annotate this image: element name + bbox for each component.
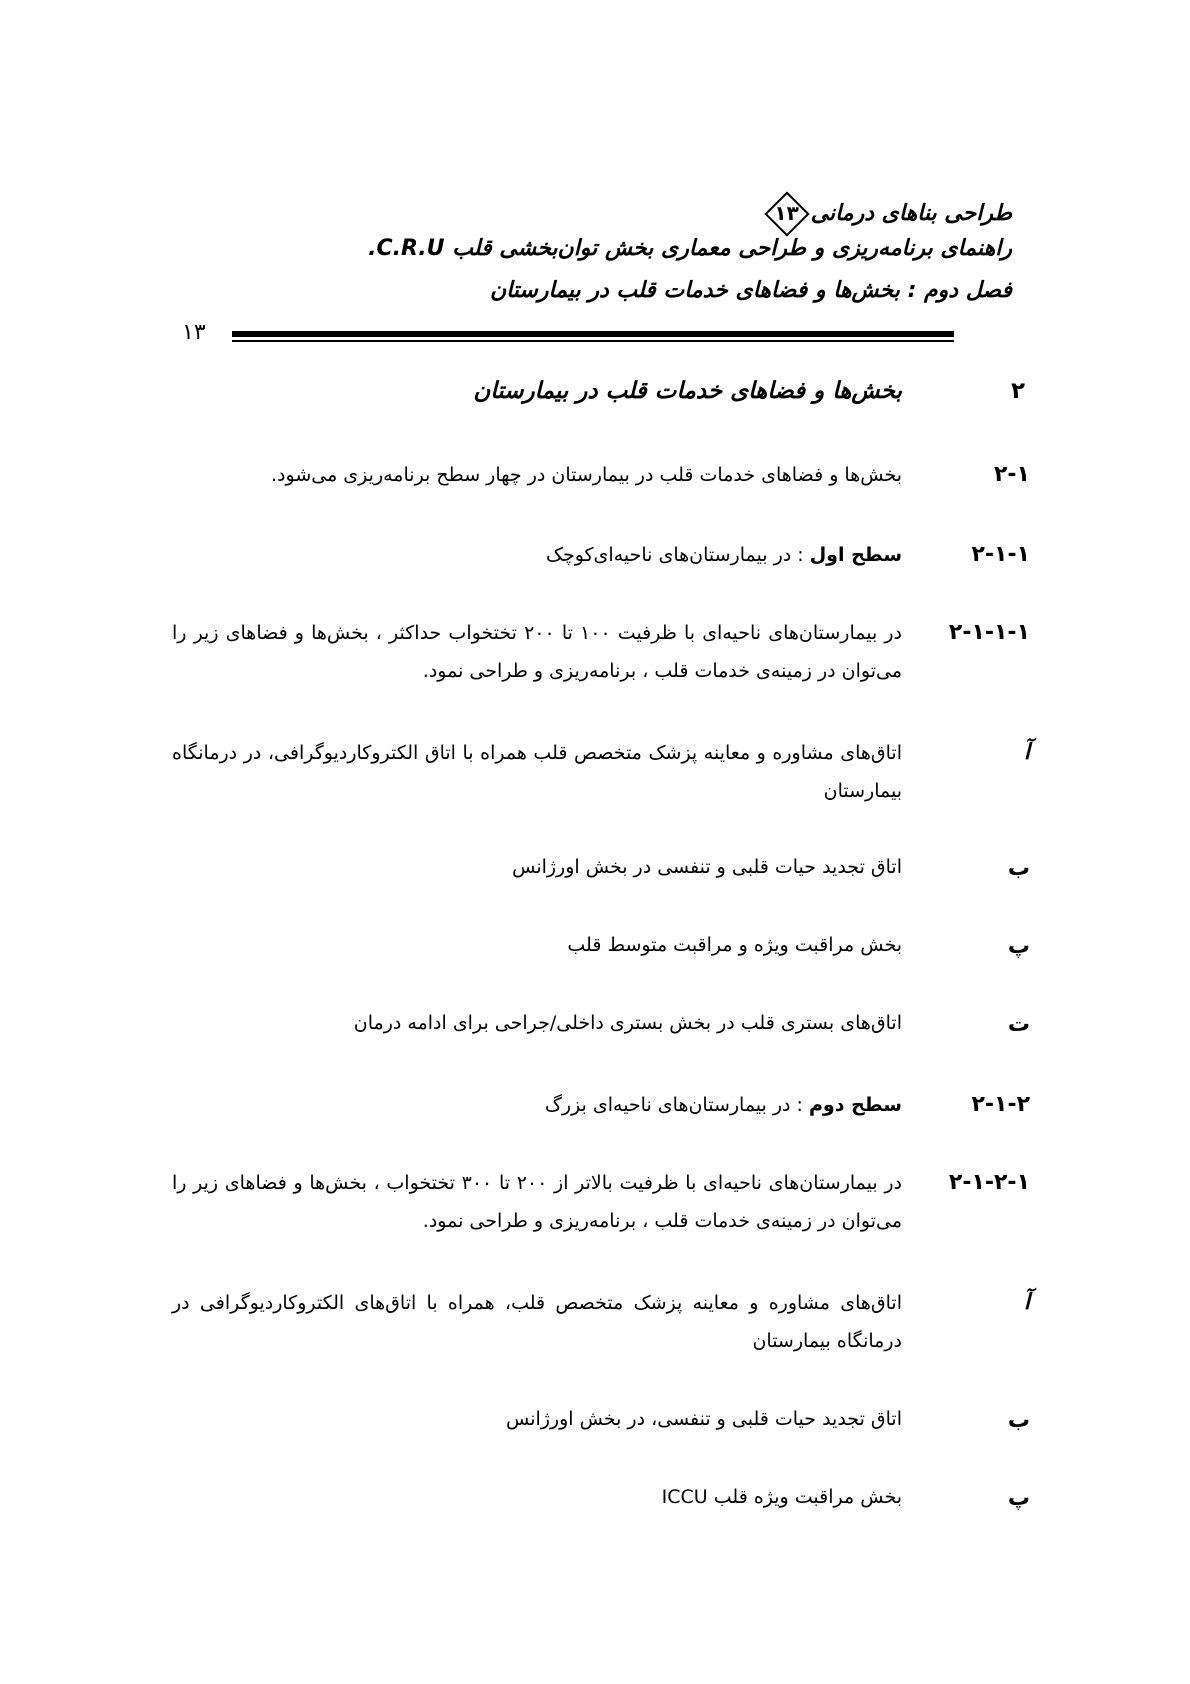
chapter-badge xyxy=(763,190,811,238)
item-letter: ت xyxy=(1007,1012,1030,1037)
header-divider-thin xyxy=(232,340,954,342)
item-number: ۲-۱-۱-۱ xyxy=(948,620,1030,645)
item-text: بخش‌ها و فضاهای خدمات قلب در بیمارستان در چهار سطح برنامه‌ریزی می‌شود. xyxy=(271,464,902,486)
item-text: بخش مراقبت ویژه و مراقبت متوسط قلب xyxy=(567,934,902,956)
item-letter: آ xyxy=(1023,740,1030,765)
item-text xyxy=(546,544,902,566)
item-paragraph: اتاق‌های مشاوره و معاینه پزشک متخصص قلب، همراه با اتاق‌های الکتروکاردیوگرافی در درمانگاه بیمارستان xyxy=(172,1292,902,1352)
item-paragraph: اتاق‌های مشاوره و معاینه پزشک متخصص قلب همراه با اتاق الکتروکاردیوگرافی، در درمانگاه بیمارستان xyxy=(172,742,902,802)
item-letter: آ xyxy=(1023,1290,1030,1315)
item-letter: پ xyxy=(1007,934,1030,959)
page-number: ۱۳ xyxy=(182,320,206,345)
chapter-number: ۲ xyxy=(1010,378,1025,404)
level-description: : در بیمارستان‌های ناحیه‌ای‌کوچک xyxy=(545,544,810,566)
item-text: بخش مراقبت ویژه قلب ICCU xyxy=(661,1486,902,1508)
header-line-2: راهنمای برنامه‌ریزی و طراحی معماری بخش توان‌بخشی قلب C.R.U. xyxy=(368,236,1012,261)
level-description: : در بیمارستان‌های ناحیه‌ای بزرگ xyxy=(544,1094,809,1116)
header-line-3: فصل دوم : بخش‌ها و فضاهای خدمات قلب در بیمارستان xyxy=(489,278,1012,303)
item-number: ۲-۱-۱ xyxy=(971,542,1030,567)
item-text: اتاق‌های بستری قلب در بخش بستری داخلی/جراحی برای ادامه درمان xyxy=(353,1012,902,1034)
item-letter: ب xyxy=(1007,856,1030,881)
item-number: ۲-۱-۲-۱ xyxy=(948,1170,1030,1195)
badge-number: ۱۳ xyxy=(774,201,799,225)
item-letter: ب xyxy=(1007,1408,1030,1433)
header-divider-thick xyxy=(232,331,954,337)
book-title: طراحی بناهای درمانی xyxy=(810,201,1012,226)
item-number: ۲-۱-۲ xyxy=(971,1092,1030,1117)
item-paragraph: در بیمارستان‌های ناحیه‌ای با ظرفیت بالاتر از ۲۰۰ تا ۳۰۰ تختخواب ، بخش‌ها و فضاهای زیر را می‌توان در زمینه‌ی خدمات قلب ، برنامه‌ریزی و طراحی نمود. xyxy=(172,1172,902,1232)
item-text: اتاق تجدید حیات قلبی و تنفسی، در بخش اورژانس xyxy=(505,1408,902,1430)
item-number: ۲-۱ xyxy=(994,462,1030,487)
level-keyword: سطح اول xyxy=(809,544,902,566)
item-text xyxy=(545,1094,902,1116)
level-keyword: سطح دوم xyxy=(809,1094,902,1116)
item-paragraph: در بیمارستان‌های ناحیه‌ای با ظرفیت ۱۰۰ تا ۲۰۰ تختخواب حداکثر ، بخش‌ها و فضاهای زیر را می‌توان در زمینه‌ی خدمات قلب ، برنامه‌ریزی و طراحی نمود. xyxy=(172,622,903,682)
chapter-title: بخش‌ها و فضاهای خدمات قلب در بیمارستان xyxy=(473,378,902,404)
item-letter: پ xyxy=(1007,1486,1030,1511)
item-text: اتاق تجدید حیات قلبی و تنفسی در بخش اورژانس xyxy=(512,856,902,878)
header-line-1 xyxy=(759,190,1012,238)
